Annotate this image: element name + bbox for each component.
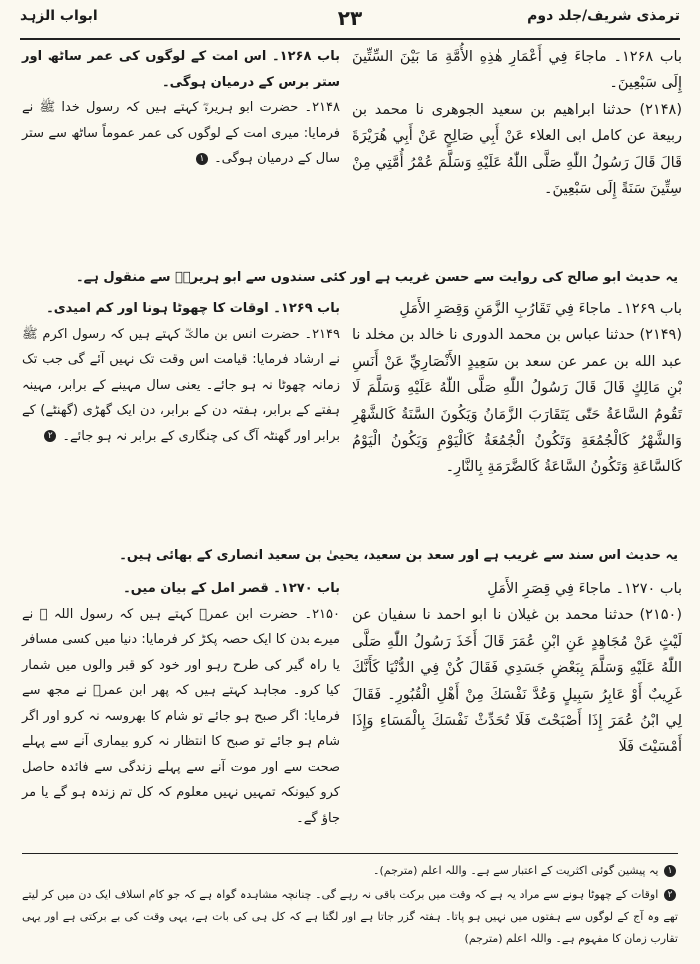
arabic-hadith-2149 bbox=[352, 296, 682, 534]
arabic-hadith-text: (۲۱۴۹) حدثنا عباس بن محمد الدوری نا خالد بن مخلد نا عبد الله بن عمر عن سعد بن سَعِيدٍ الأَنْصَارِيِّ عَنْ أَنَسِ بْنِ مَالِكٍ قَالَ قَالَ رَسُولُ اللّٰهِ صَلَّى اللّٰهُ عَلَيْهِ وَسَلَّمَ لَا تَقُومُ السَّاعَةُ حَتّٰى يَتَقَارَبَ الزَّمَانُ وَيَكُونَ السَّنَةُ كَالشَّهْرِ وَالشَّهْرُ كَالْجُمُعَةِ وَتَكُونُ الْجُمُعَةُ كَالْيَوْمِ وَيَكُونُ الْيَوْمُ كَالسَّاعَةِ وَتَكُونُ السَّاعَةُ كَالضَّرَمَةِ بِالنَّارِ۔ bbox=[352, 327, 682, 476]
footnote-marker: ۱ bbox=[196, 153, 208, 165]
arabic-hadith-text: (۲۱۵۰) حدثنا محمد بن غيلان نا ابو احمد نا سفيان عن لَيْثٍ عَنْ مُجَاهِدٍ عَنِ ابْنِ عُمَرَ قَالَ أَخَذَ رَسُولُ اللّٰهِ صَلَّى اللّٰهُ عَلَيْهِ وَسَلَّمَ بِبَعْضِ جَسَدِي فَقَالَ كُنْ فِي الدُّنْيَا كَأَنَّكَ غَرِيبٌ أَوْ عَابِرُ سَبِيلٍ وَعُدَّ نَفْسَكَ مِنْ أَهْلِ الْقُبُورِ۔ فَقَالَ لِي ابْنُ عُمَرَ إِذَا أَصْبَحْتَ فَلَا تُحَدِّثْ نَفْسَكَ بِالْمَسَاءِ وَإِذَا أَمْسَيْتَ فَلَا bbox=[352, 607, 682, 756]
urdu-hadith-text: ۲۱۵۰۔ حضرت ابن عمرؓ کہتے ہیں کہ رسول اللہ ﷺ نے میرے بدن کا ایک حصہ پکڑ کر فرمایا: دنیا میں کسی مسافر یا راہ گیر کی طرح رہو اور خود کو قبر والوں میں شمار کیا کرو۔ مجاہد کہتے ہیں کہ پھر ابن عمرؓ نے مجھ سے فرمایا: اگر صبح ہو جائے تو شام کا بھروسہ نہ کرو اور اگر شام ہو جائے تو صبح کا انتظار نہ کرو بیماری آنے سے پہلے صحت سے اور موت آنے سے پہلے زندگی سے فائدہ حاصل کرو کیونکہ تمہیں نہیں معلوم کہ کل تم زندہ ہو گے یا مر جاؤ گے۔ bbox=[22, 606, 340, 826]
urdu-hadith-2150 bbox=[22, 576, 340, 826]
footnote-2 bbox=[22, 884, 678, 960]
header-book-title: ترمذی شریف/جلد دوم bbox=[527, 8, 680, 24]
footnote-1 bbox=[22, 860, 678, 882]
header-rule bbox=[20, 38, 680, 40]
urdu-hadith-2149 bbox=[22, 296, 340, 496]
grading-note: یہ حدیث اس سند سے غریب ہے اور سعد بن سعید، یحییٰ بن سعید انصاری کے بھائی ہیں۔ bbox=[119, 548, 678, 563]
page-number: ۲۳ bbox=[337, 6, 363, 30]
urdu-hadith-2148 bbox=[22, 44, 340, 264]
grading-note: یہ حدیث ابو صالح کی روایت سے حسن غریب ہے اور کئی سندوں سے ابو ہریرہؓ سے منقول ہے۔ bbox=[76, 270, 678, 285]
footnote-rule bbox=[22, 853, 678, 854]
arabic-hadith-text: (۲۱۴۸) حدثنا ابراهيم بن سعيد الجوهری نا محمد بن ربيعة عن كامل ابی العلاء عَنْ أَبِي صَالِحٍ عَنْ أَبِي هُرَيْرَةَ قَالَ قَالَ رَسُولُ اللّٰهِ صَلَّى اللّٰهُ عَلَيْهِ وَسَلَّمَ عُمْرُ أُمَّتِي مِنْ سِتِّينَ سَنَةً إِلَى سَبْعِينَ۔ bbox=[352, 101, 682, 198]
urdu-chapter-title: باب ۱۲۶۸۔ اس امت کے لوگوں کی عمر ساٹھ اور ستر برس کے درمیان ہوگی۔ bbox=[22, 49, 340, 90]
urdu-chapter-title: باب ۱۲۷۰۔ قصر امل کے بیان میں۔ bbox=[123, 581, 340, 596]
urdu-chapter-title: باب ۱۲۶۹۔ اوقات کا چھوٹا ہونا اور کم امیدی۔ bbox=[46, 301, 340, 316]
urdu-hadith-text: ۲۱۴۹۔ حضرت انس بن مالکؓ کہتے ہیں کہ رسول اکرم ﷺ نے ارشاد فرمایا: قیامت اس وقت تک نہیں آئے گی جب تک زمانہ چھوٹا نہ ہو جائے۔ یعنی سال مہینے کے برابر، مہینہ ہفتے کے برابر، ہفتہ دن کے برابر، دن ایک گھڑی (گھنٹے) کے برابر اور گھنٹہ آگ کی چنگاری کے برابر نہ ہو جائے۔ bbox=[22, 326, 340, 444]
running-header bbox=[20, 6, 680, 34]
footnote-text: یہ پیشین گوئی اکثریت کے اعتبار سے ہے۔ واللہ اعلم (مترجم)۔ bbox=[373, 864, 659, 877]
urdu-hadith-text: ۲۱۴۸۔ حضرت ابو ہریرہؓ کہتے ہیں کہ رسول خدا ﷺ نے فرمایا: میری امت کے لوگوں کی عمر عموماً ساٹھ سے ستر سال کے درمیان ہوگی۔ bbox=[22, 100, 340, 166]
header-section-name: ابواب الزہد bbox=[20, 8, 98, 24]
footnote-number: ۱ bbox=[664, 865, 676, 877]
footnote-text: اوقات کے چھوٹا ہونے سے مراد یہ ہے کہ وقت میں برکت باقی نہ رہے گی۔ چنانچہ مشاہدہ گواہ ہے کہ جو کام اسلاف ایک دن میں کر لیتے تھے وہ آج کے لوگوں سے ہفتوں میں نہیں ہو پاتا۔ ہفتہ گزر جاتا ہے اور لگتا ہے کہ کل ہی کی بات ہے، یہی وقت کی بے برکتی ہے اور یہی تقارب زمان کا مفہوم ہے۔ واللہ اعلم (مترجم) bbox=[22, 888, 678, 945]
arabic-chapter-title: باب ۱۲۷۰۔ ماجاءَ فِي قِصَرِ الأَمَلِ bbox=[487, 581, 682, 597]
arabic-hadith-2150 bbox=[352, 576, 682, 846]
footnote-number: ۲ bbox=[664, 889, 676, 901]
arabic-chapter-title: باب ۱۲۶۸۔ ماجاءَ فِي أَعْمَارِ هٰذِهِ الأُمَّةِ مَا بَيْنَ السِّتِّينَ إِلَى سَبْعِينَ۔ bbox=[352, 49, 682, 92]
footnote-marker: ۲ bbox=[44, 430, 56, 442]
arabic-chapter-title: باب ۱۲۶۹۔ ماجاءَ فِي تَقَارُبِ الزَّمَنِ وَقِصَرِ الأَمَلِ bbox=[399, 301, 682, 317]
arabic-hadith-2148 bbox=[352, 44, 682, 289]
